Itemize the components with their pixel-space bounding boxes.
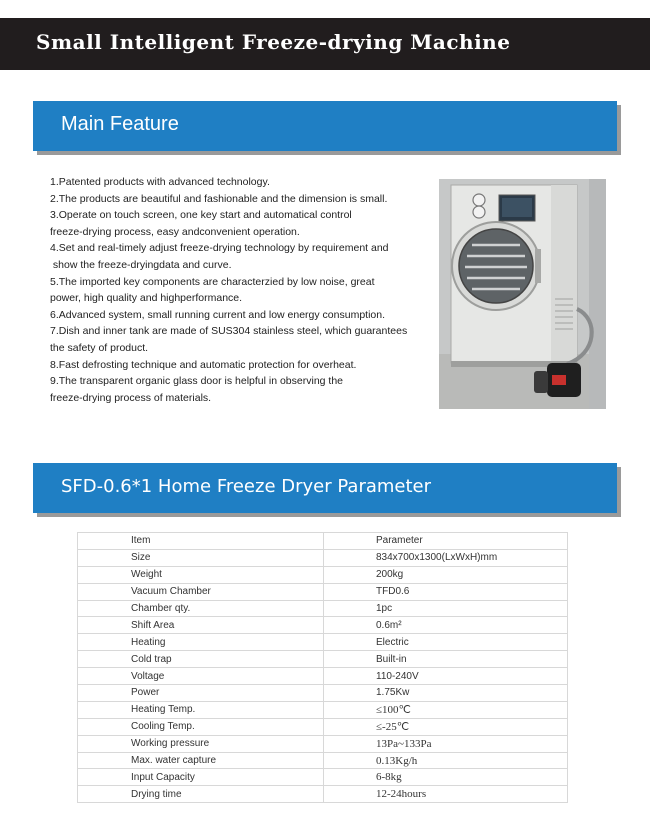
feature-line: 7.Dish and inner tank are made of SUS304 stainless steel, which guarantees [50, 325, 408, 338]
param-value: TFD0.6 [324, 583, 568, 600]
feature-line: freeze-drying process of materials. [50, 391, 212, 404]
parameter-banner [33, 463, 617, 513]
table-row [78, 651, 568, 668]
param-name: Max. water capture [78, 752, 324, 769]
param-value: Built-in [324, 651, 568, 668]
feature-line: power, high quality and highperformance. [50, 292, 243, 305]
table-row [78, 769, 568, 786]
param-value: 0.13Kg/h [324, 752, 568, 769]
page-title: Small Intelligent Freeze-drying Machine [36, 30, 511, 54]
param-name: Chamber qty. [78, 600, 324, 617]
table-row [78, 566, 568, 583]
table-row [78, 668, 568, 685]
feature-line: 8.Fast defrosting technique and automatic protection for overheat. [50, 358, 357, 371]
parameter-table [77, 532, 568, 803]
param-value: Parameter [324, 533, 568, 550]
param-name: Shift Area [78, 617, 324, 634]
param-value: ≤100℃ [324, 701, 568, 718]
table-row [78, 786, 568, 803]
table-row [78, 600, 568, 617]
feature-line: 4.Set and real-timely adjust freeze-drying technology by requirement and [50, 242, 389, 255]
param-value: Electric [324, 634, 568, 651]
table-row [78, 617, 568, 634]
freeze-dryer-photo [439, 179, 606, 409]
freeze-dryer-illustration [439, 179, 606, 409]
table-row [78, 634, 568, 651]
param-name: Voltage [78, 668, 324, 685]
param-name: Heating Temp. [78, 701, 324, 718]
feature-line: 6.Advanced system, small running current and low energy consumption. [50, 308, 386, 321]
param-name: Heating [78, 634, 324, 651]
param-value: 12-24hours [324, 786, 568, 803]
feature-line: show the freeze-dryingdata and curve. [50, 258, 232, 271]
table-row [78, 752, 568, 769]
table-row [78, 583, 568, 600]
param-value: 834x700x1300(LxWxH)mm [324, 549, 568, 566]
param-name: Power [78, 685, 324, 702]
param-value: 13Pa~133Pa [324, 735, 568, 752]
param-name: Cooling Temp. [78, 718, 324, 735]
param-name: Working pressure [78, 735, 324, 752]
feature-line: 5.The imported key components are characterzied by low noise, great [50, 275, 375, 288]
header-bar [0, 18, 650, 70]
table-row [78, 549, 568, 566]
feature-line: the safety of product. [50, 341, 149, 354]
table-row [78, 701, 568, 718]
feature-line: 9.The transparent organic glass door is helpful in observing the [50, 375, 344, 388]
param-value: 1.75Kw [324, 685, 568, 702]
param-name: Size [78, 549, 324, 566]
feature-line: 1.Patented products with advanced technology. [50, 176, 270, 188]
param-value: 200kg [324, 566, 568, 583]
param-value: 110-240V [324, 668, 568, 685]
feature-line: 2.The products are beautiful and fashionable and the dimension is small. [50, 192, 388, 205]
param-name: Vacuum Chamber [78, 583, 324, 600]
feature-list [50, 174, 435, 406]
table-row [78, 718, 568, 735]
feature-line: 3.Operate on touch screen, one key start and automatical control [50, 209, 352, 222]
param-value: 1pc [324, 600, 568, 617]
param-value: ≤-25℃ [324, 718, 568, 735]
param-name: Weight [78, 566, 324, 583]
param-name: Input Capacity [78, 769, 324, 786]
param-value: 0.6m² [324, 617, 568, 634]
main-feature-title: Main Feature [61, 113, 179, 135]
param-value: 6-8kg [324, 769, 568, 786]
parameter-title: SFD-0.6*1 Home Freeze Dryer Parameter [61, 476, 432, 497]
main-feature-banner [33, 101, 617, 151]
table-row [78, 685, 568, 702]
feature-line: freeze-drying process, easy andconvenient operation. [50, 225, 300, 238]
param-name: Item [78, 533, 324, 550]
param-name: Cold trap [78, 651, 324, 668]
table-row [78, 533, 568, 550]
param-name: Drying time [78, 786, 324, 803]
table-row [78, 735, 568, 752]
